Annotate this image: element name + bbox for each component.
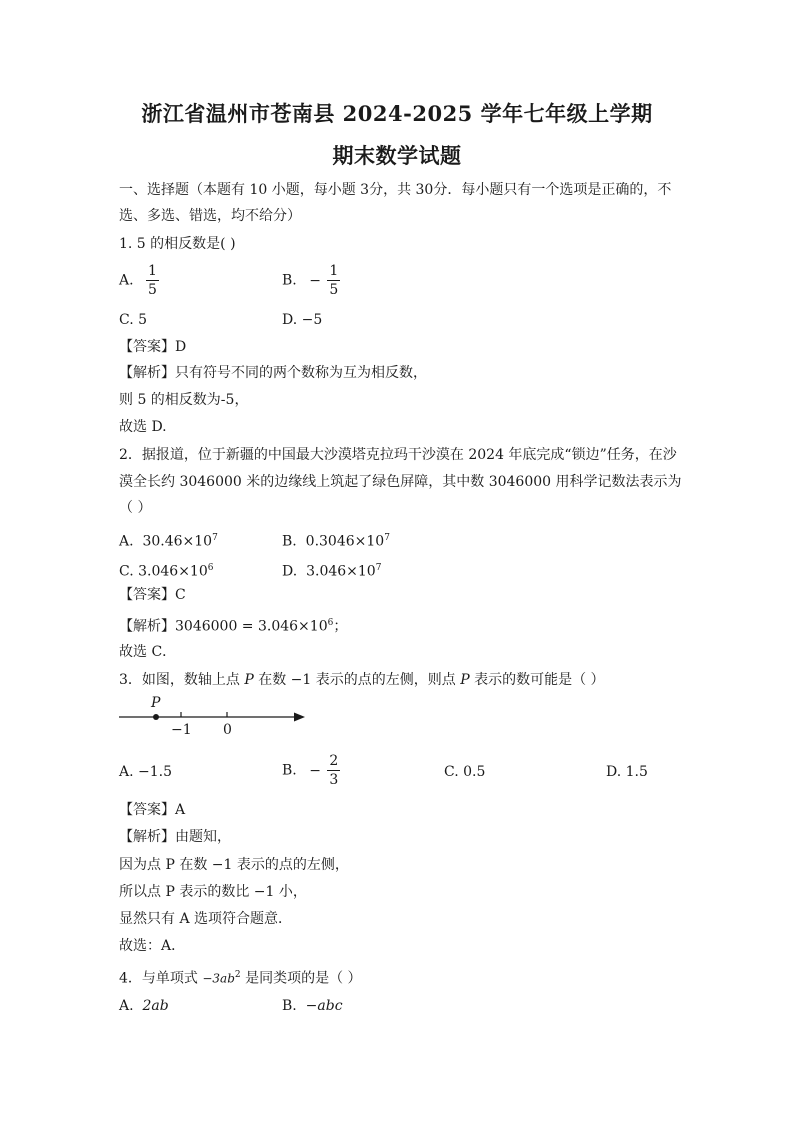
- q3-option-b-fraction: [327, 752, 340, 789]
- q4-option-a: [119, 996, 169, 1016]
- q2-analysis: [119, 613, 347, 637]
- q2-option-a-base: 30.46×10: [142, 533, 213, 550]
- q2-analysis-base: 3046000 = 3.046×10: [175, 618, 328, 635]
- q4-monomial: −3ab: [202, 971, 235, 986]
- q1-option-d: D. −5: [282, 312, 323, 328]
- q3-option-d: D. 1.5: [606, 764, 648, 780]
- number-line-svg: [119, 697, 309, 742]
- q1-option-b-label: B.: [282, 272, 297, 289]
- q2-option-a-exponent: 7: [212, 533, 218, 543]
- q1-option-a-denominator: 5: [148, 282, 157, 298]
- q4-stem-end: 是同类项的是（ ）: [240, 970, 362, 987]
- q2-option-d-label: D.: [282, 563, 298, 580]
- number-line-point-p: [153, 714, 159, 720]
- q3-stem: [119, 670, 605, 690]
- document-title-line-1: 浙江省温州市苍南县 2024-2025 学年七年级上学期: [141, 101, 653, 126]
- q1-option-a-label: A.: [119, 272, 134, 289]
- q3-conclusion: 故选：A．: [119, 938, 186, 954]
- q2-analysis-end: ；: [333, 618, 348, 635]
- q2-answer: 【答案】C: [119, 587, 186, 603]
- q2-option-d-exponent: 7: [375, 563, 382, 573]
- q2-stem-line-1: 2．据报道，位于新疆的中国最大沙漠塔克拉玛干沙漠在 2024 年底完成“锁边”任务，在沙: [119, 447, 677, 463]
- q1-option-b-sign: −: [309, 272, 321, 289]
- q2-option-d: [282, 558, 381, 582]
- q1-analysis: [119, 363, 427, 383]
- number-line-figure: [119, 697, 309, 742]
- section-heading-continued: 选、多选、错选，均不给分）: [119, 208, 301, 224]
- q2-option-d-base: 3.046×10: [306, 563, 376, 580]
- q4-stem: [119, 965, 362, 989]
- q2-conclusion: 故选 C．: [119, 644, 177, 660]
- section-heading: 一、选择题（本题有 10 小题，每小题 3分，共 30分．每小题只有一个选项是正确的，不: [119, 182, 672, 198]
- q2-option-c-label: C.: [119, 563, 134, 580]
- q2-analysis-exponent: 6: [327, 618, 334, 628]
- q2-option-b-base: 0.3046×10: [305, 533, 385, 550]
- q3-option-a: A. −1.5: [119, 764, 173, 780]
- q1-analysis-text: 只有符号不同的两个数称为互为相反数，: [175, 365, 427, 381]
- q3-point-name: P: [244, 672, 254, 688]
- q3-analysis-line-2: 因为点 P 在数 −1 表示的点的左侧，: [119, 857, 349, 873]
- q1-stem: 1. 5 的相反数是( ): [119, 236, 236, 252]
- q2-stem-line-3: （ ）: [119, 500, 152, 516]
- q2-option-b-exponent: 7: [384, 533, 390, 543]
- q3-analysis-text: 由题知，: [175, 829, 231, 845]
- q1-option-b: [282, 262, 340, 299]
- q4-option-a-label: A.: [119, 998, 134, 1014]
- q1-answer: 【答案】D: [119, 339, 187, 355]
- q2-option-a-label: A.: [119, 533, 134, 550]
- q1-conclusion: 故选 D.: [119, 419, 167, 435]
- q1-option-c: C. 5: [119, 312, 148, 328]
- q3-stem-start: 3．如图，数轴上点: [119, 672, 245, 688]
- q2-option-b: [282, 528, 390, 552]
- q1-option-b-numerator: 1: [329, 263, 339, 279]
- q3-option-c: C. 0.5: [444, 764, 486, 780]
- q2-option-c-base: 3.046×10: [138, 563, 208, 580]
- number-line-arrow: [294, 713, 305, 722]
- q3-point-name-2: P: [460, 672, 470, 688]
- document-title-line-2: 期末数学试题: [332, 143, 462, 168]
- q3-analysis-tag: 【解析】: [119, 829, 175, 845]
- q1-analysis-tag: 【解析】: [119, 365, 175, 381]
- number-line-label-p: P: [151, 695, 161, 711]
- q4-option-b-label: B.: [282, 998, 297, 1014]
- q2-analysis-tag: 【解析】: [119, 618, 175, 635]
- q3-option-b-numerator: 2: [329, 753, 339, 769]
- q3-stem-end: 表示的数可能是（ ）: [469, 672, 605, 688]
- q4-option-b: [282, 996, 343, 1016]
- q4-monomial-exponent: 2: [234, 970, 241, 980]
- q1-option-b-denominator: 5: [329, 282, 339, 298]
- q3-analysis-line-3: 所以点 P 表示的数比 −1 小，: [119, 884, 307, 900]
- q3-analysis: [119, 827, 231, 847]
- q3-analysis-line-4: 显然只有 A 选项符合题意．: [119, 911, 293, 927]
- number-line-label-zero: 0: [223, 722, 232, 738]
- q3-option-b: [282, 752, 340, 789]
- q4-option-b-value: −abc: [305, 998, 343, 1014]
- q2-stem-line-2: 漠全长约 3046000 米的边缘线上筑起了绿色屏障，其中数 3046000 用科学记数法表示为: [119, 474, 682, 490]
- q2-option-c-exponent: 6: [207, 563, 214, 573]
- q2-option-b-label: B.: [282, 533, 297, 550]
- q1-option-a: [119, 262, 159, 299]
- q3-option-b-label: B.: [282, 762, 297, 779]
- q1-option-b-fraction: [327, 262, 340, 299]
- q2-option-a: [119, 528, 218, 552]
- q1-option-a-numerator: 1: [148, 263, 157, 279]
- q4-stem-start: 4．与单项式: [119, 970, 203, 987]
- q3-stem-middle: 在数 −1 表示的点的左侧，则点: [253, 672, 461, 688]
- q3-option-b-sign: −: [309, 762, 321, 779]
- q3-answer: 【答案】A: [119, 802, 186, 818]
- q1-option-a-fraction: [146, 262, 159, 299]
- q2-option-c: [119, 558, 213, 582]
- number-line-label-minus-one: −1: [171, 722, 192, 738]
- q1-analysis-line-2: 则 5 的相反数为-5，: [119, 392, 249, 408]
- q4-option-a-value: 2ab: [142, 998, 169, 1014]
- q3-option-b-denominator: 3: [329, 772, 339, 788]
